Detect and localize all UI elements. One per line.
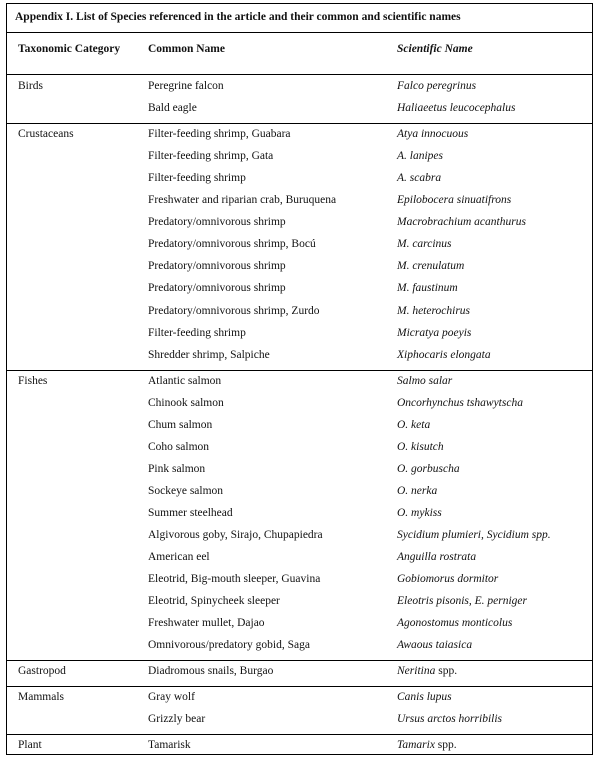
group-divider xyxy=(7,734,592,735)
header-common-name: Common Name xyxy=(148,43,225,55)
common-name: Tamarisk xyxy=(148,739,191,752)
scientific-name xyxy=(397,572,498,586)
scientific-name xyxy=(397,440,444,454)
scientific-name-text: Falco peregrinus xyxy=(397,80,477,92)
common-name: Filter-feeding shrimp, Gata xyxy=(148,150,274,163)
taxonomic-category: Birds xyxy=(18,80,43,92)
scientific-name xyxy=(397,418,430,432)
scientific-name-text: Micratya poeyis xyxy=(397,326,472,339)
scientific-name xyxy=(397,690,452,704)
common-name: Peregrine falcon xyxy=(148,80,224,92)
scientific-name xyxy=(397,550,476,564)
common-name: Pink salmon xyxy=(148,462,206,475)
scientific-name-text: Epilobocera sinuatifrons xyxy=(397,194,512,207)
group-divider xyxy=(7,123,592,124)
scientific-name xyxy=(397,712,502,726)
common-name: Predatory/omnivorous shrimp xyxy=(148,216,286,229)
common-name: Chum salmon xyxy=(148,418,213,431)
taxonomic-category: Gastropod xyxy=(18,665,66,678)
common-name: Freshwater and riparian crab, Buruquena xyxy=(148,194,337,207)
header-scientific-name: Scientific Name xyxy=(397,43,473,55)
common-name: Eleotrid, Big-mouth sleeper, Guavina xyxy=(148,573,321,586)
caption-divider xyxy=(7,32,592,33)
scientific-name-text: O. gorbuscha xyxy=(397,462,460,475)
common-name: Algivorous goby, Sirajo, Chupapiedra xyxy=(148,529,323,541)
group-divider xyxy=(7,686,592,687)
common-name: Predatory/omnivorous shrimp xyxy=(148,260,286,273)
common-name: Freshwater mullet, Dajao xyxy=(148,617,265,630)
scientific-name-text: Oncorhynchus tshawytscha xyxy=(397,396,523,409)
scientific-name xyxy=(397,149,443,163)
common-name: Predatory/omnivorous shrimp xyxy=(148,282,286,295)
common-name: Chinook salmon xyxy=(148,396,224,409)
scientific-name xyxy=(397,326,471,340)
scientific-name-text: O. nerka xyxy=(397,484,438,497)
scientific-name-text: Salmo salar xyxy=(397,374,453,387)
scientific-name-text: M. crenulatum xyxy=(397,260,465,273)
scientific-name xyxy=(397,738,457,752)
scientific-name xyxy=(397,484,437,498)
scientific-name-suffix: spp. xyxy=(435,665,458,678)
scientific-name-suffix: spp. xyxy=(434,739,457,752)
scientific-name-text: Tamarix xyxy=(397,739,435,752)
common-name: Predatory/omnivorous shrimp, Bocú xyxy=(148,238,316,251)
scientific-name xyxy=(397,304,470,318)
common-name: Filter-feeding shrimp xyxy=(148,326,246,339)
scientific-name-text: Agonostomus monticolus xyxy=(397,617,513,630)
scientific-name-text: Neritina xyxy=(397,665,436,678)
scientific-name-text: Awaous taiasica xyxy=(397,639,473,652)
common-name: Shredder shrimp, Salpiche xyxy=(148,348,270,361)
scientific-name-text: M. faustinum xyxy=(397,282,458,295)
scientific-name xyxy=(397,638,472,652)
scientific-name xyxy=(397,374,452,388)
taxonomic-category: Mammals xyxy=(18,691,64,704)
scientific-name xyxy=(397,79,476,93)
scientific-name-text: Ursus arctos horribilis xyxy=(397,713,503,726)
scientific-name-text: A. scabra xyxy=(397,172,442,185)
scientific-name xyxy=(397,528,551,542)
scientific-name-text: M. heterochirus xyxy=(397,304,471,317)
group-divider xyxy=(7,370,592,371)
common-name: Filter-feeding shrimp xyxy=(148,172,246,185)
common-name: Atlantic salmon xyxy=(148,374,222,387)
scientific-name-text: Macrobrachium acanthurus xyxy=(397,216,526,229)
common-name: Bald eagle xyxy=(148,102,197,115)
header-divider xyxy=(7,74,592,75)
scientific-name-text: Eleotris pisonis, E. perniger xyxy=(397,595,528,608)
scientific-name xyxy=(397,664,457,678)
scientific-name-text: Anguilla rostrata xyxy=(397,551,477,564)
scientific-name xyxy=(397,396,523,410)
taxonomic-category: Crustaceans xyxy=(18,128,74,141)
scientific-name xyxy=(397,594,527,608)
common-name: Grizzly bear xyxy=(148,713,206,726)
common-name: Summer steelhead xyxy=(148,506,233,519)
scientific-name xyxy=(397,101,515,115)
scientific-name-text: Canis lupus xyxy=(397,691,452,704)
scientific-name xyxy=(397,259,464,273)
scientific-name xyxy=(397,348,491,362)
common-name: Predatory/omnivorous shrimp, Zurdo xyxy=(148,304,320,317)
scientific-name-text: O. mykiss xyxy=(397,506,442,519)
common-name: Eleotrid, Spinycheek sleeper xyxy=(148,595,280,608)
scientific-name-text: Gobiomorus dormitor xyxy=(397,573,499,586)
common-name: Coho salmon xyxy=(148,440,210,453)
scientific-name-text: O. keta xyxy=(397,418,431,431)
scientific-name xyxy=(397,237,452,251)
taxonomic-category: Fishes xyxy=(18,374,48,387)
scientific-name xyxy=(397,193,511,207)
common-name: Diadromous snails, Burgao xyxy=(148,665,274,678)
taxonomic-category: Plant xyxy=(18,739,42,752)
common-name: American eel xyxy=(148,551,210,564)
scientific-name-text: Sycidium plumieri, Sycidium spp. xyxy=(397,529,551,541)
scientific-name xyxy=(397,462,460,476)
common-name: Omnivorous/predatory gobid, Saga xyxy=(148,639,310,652)
common-name: Gray wolf xyxy=(148,691,195,704)
group-divider xyxy=(7,660,592,661)
scientific-name xyxy=(397,506,442,520)
common-name: Filter-feeding shrimp, Guabara xyxy=(148,128,291,141)
scientific-name-text: O. kisutch xyxy=(397,440,444,453)
species-appendix-table xyxy=(6,3,593,755)
scientific-name-text: Atya innocuous xyxy=(397,128,469,141)
scientific-name xyxy=(397,616,512,630)
scientific-name-text: Xiphocaris elongata xyxy=(397,348,491,361)
scientific-name xyxy=(397,281,458,295)
scientific-name xyxy=(397,127,468,141)
scientific-name xyxy=(397,171,441,185)
table-caption: Appendix I. List of Species referenced in the article and their common and scientific names xyxy=(15,11,461,23)
scientific-name-text: M. carcinus xyxy=(397,238,452,251)
scientific-name xyxy=(397,215,526,229)
scientific-name-text: A. lanipes xyxy=(397,150,443,163)
header-taxonomic-category: Taxonomic Category xyxy=(18,43,121,55)
scientific-name-text: Haliaeetus leucocephalus xyxy=(397,102,516,115)
common-name: Sockeye salmon xyxy=(148,484,224,497)
